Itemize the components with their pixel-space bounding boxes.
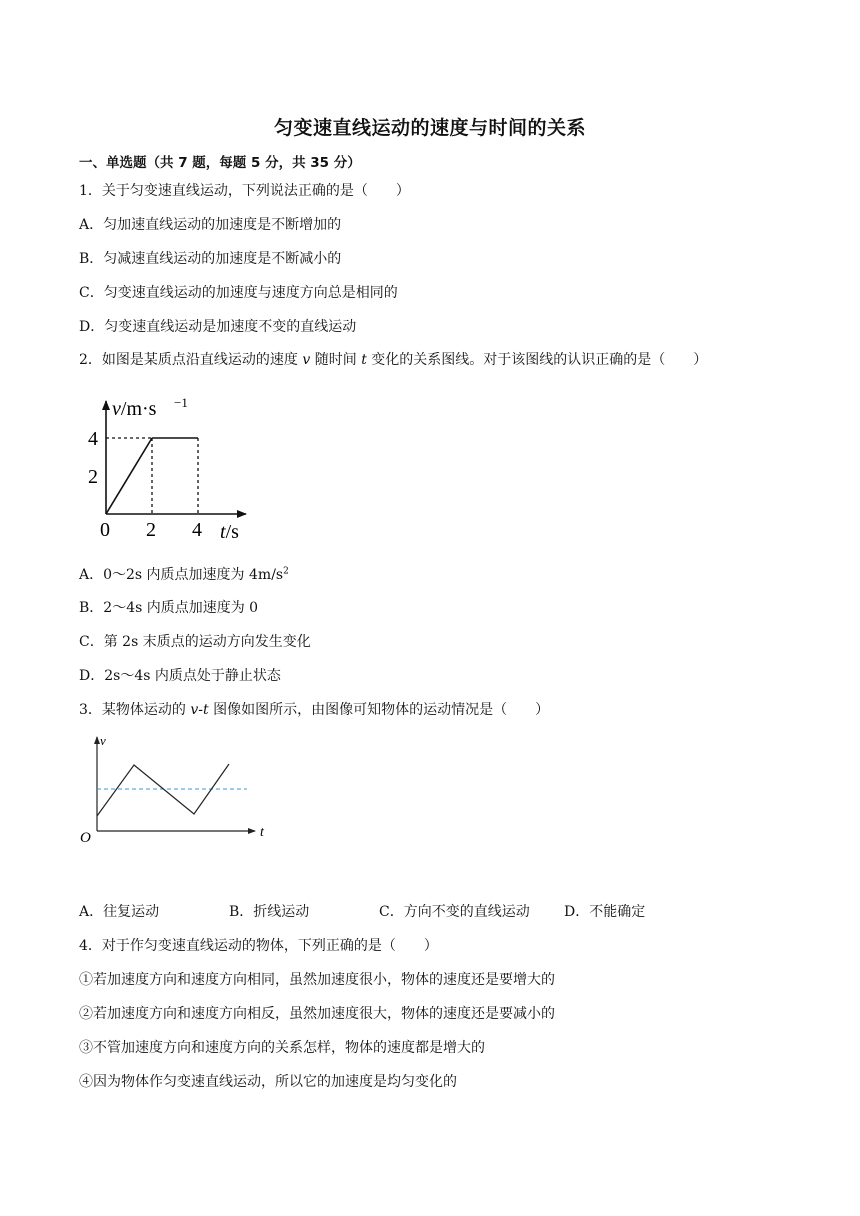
q2-y-label-exp: −1	[174, 395, 188, 410]
q2-tick-y2: 2	[88, 466, 98, 488]
q2-tick-x2: 2	[146, 519, 156, 541]
q2-x-label-unit: /s	[225, 521, 239, 543]
question-3-option-b: B．折线运动	[229, 904, 310, 920]
q2-x-label-t: t	[220, 521, 226, 543]
question-1-stem: 1．关于匀变速直线运动，下列说法正确的是（ ）	[79, 183, 410, 199]
page-title: 匀变速直线运动的速度与时间的关系	[273, 117, 586, 139]
question-4-item-2: ②若加速度方向和速度方向相反，虽然加速度很大，物体的速度还是要减小的	[79, 1006, 555, 1022]
q3-y-label: v	[100, 733, 106, 748]
q2-tick-y4: 4	[88, 428, 98, 450]
q3-x-label: t	[260, 825, 264, 840]
question-3-option-d: D．不能确定	[564, 904, 646, 920]
q3-origin-label: O	[80, 830, 91, 846]
question-2-option-a: A．0～2s 内质点加速度为 $4m/s^2$	[79, 566, 289, 583]
question-2-option-b: B．2～4s 内质点加速度为 0	[79, 600, 259, 616]
question-3-options	[79, 901, 779, 921]
vt-graph-q2	[78, 388, 258, 548]
question-4-stem: 4．对于作匀变速直线运动的物体，下列正确的是（ ）	[79, 938, 438, 954]
question-4-item-3: ③不管加速度方向和速度方向的关系怎样，物体的速度都是增大的	[79, 1040, 485, 1056]
q2-tick-0: 0	[100, 519, 110, 541]
question-1-option-b: B．匀减速直线运动的加速度是不断减小的	[79, 251, 342, 267]
question-1-option-c: C．匀变速直线运动的加速度与速度方向总是相同的	[79, 285, 398, 301]
svg-text:v/m·s	[112, 398, 157, 420]
question-4-item-1: ①若加速度方向和速度方向相同，虽然加速度很小，物体的速度还是要增大的	[79, 972, 555, 988]
question-2-option-c: C．第 2s 末质点的运动方向发生变化	[79, 634, 311, 650]
question-2-option-d: D．2s～4s 内质点处于静止状态	[79, 668, 281, 684]
q2-y-label-v: v	[112, 398, 121, 420]
question-2-stem: 2．如图是某质点沿直线运动的速度 v 随时间 t 变化的关系图线。对于该图线的认识正确的是（ ）	[79, 352, 708, 368]
q2-y-label-unit: /m·s	[120, 398, 157, 420]
q3-zigzag-velocity	[97, 764, 229, 816]
svg-text:t/s	[220, 521, 239, 543]
question-4-item-4: ④因为物体作匀变速直线运动，所以它的加速度是均匀变化的	[79, 1074, 457, 1090]
section-heading: 一、单选题（共 7 题，每题 5 分，共 35 分）	[79, 155, 361, 171]
question-1-option-a: A．匀加速直线运动的加速度是不断增加的	[79, 217, 342, 233]
question-1-option-d: D．匀变速直线运动是加速度不变的直线运动	[79, 319, 357, 335]
q2-velocity-line-rise	[106, 438, 152, 514]
vt-graph-q3	[76, 730, 286, 850]
question-3-option-a: A．往复运动	[79, 904, 160, 920]
question-3-option-c: C．方向不变的直线运动	[379, 904, 530, 920]
q2-tick-x4: 4	[192, 519, 202, 541]
question-3-stem: 3．某物体运动的 v-t 图像如图所示，由图像可知物体的运动情况是（ ）	[79, 702, 550, 718]
